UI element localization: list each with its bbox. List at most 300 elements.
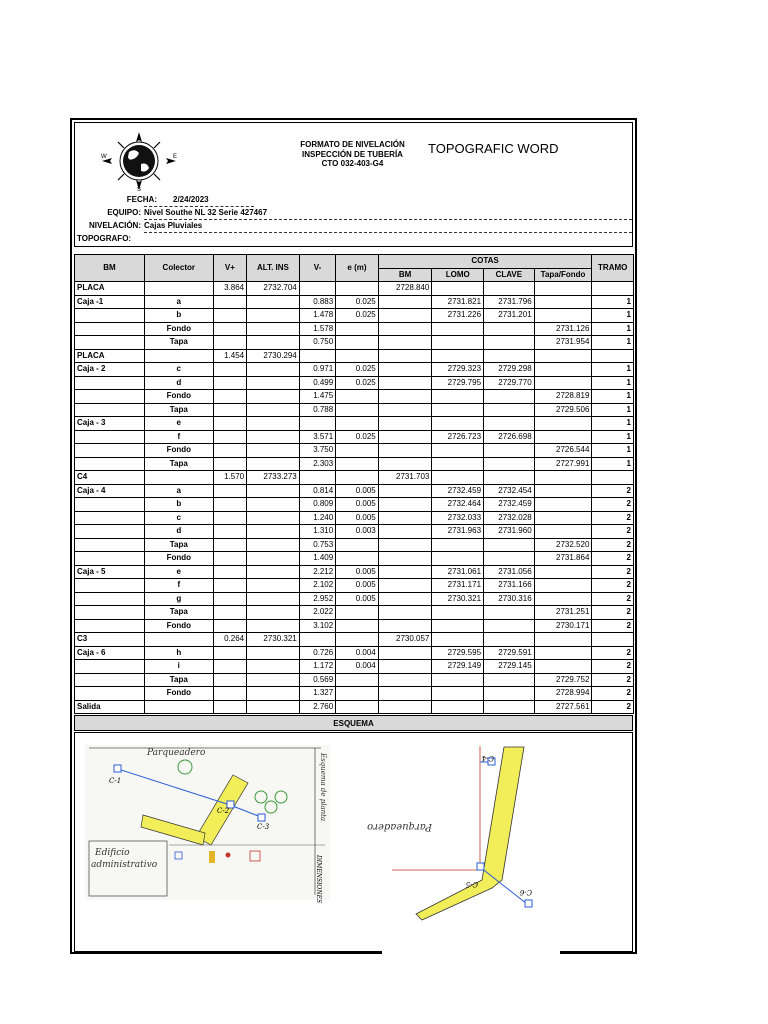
table-row	[75, 565, 634, 579]
cell-vplus	[213, 363, 246, 377]
cell-lomo	[432, 552, 484, 566]
cell-tapa-fondo: 2731.954	[534, 336, 592, 350]
nivelacion-label: NIVELACIÓN:	[89, 221, 141, 230]
cell-bm	[75, 309, 145, 323]
cell-e	[336, 538, 379, 552]
cell-vplus	[213, 295, 246, 309]
cell-e: 0.025	[336, 430, 379, 444]
cell-tramo: 1	[592, 322, 634, 336]
cell-vminus	[299, 349, 335, 363]
caja-c5-label: C-5	[465, 880, 478, 888]
cell-vminus: 1.310	[299, 525, 335, 539]
cell-tapa-fondo: 2727.561	[534, 700, 592, 714]
cell-bm: Caja - 3	[75, 417, 145, 431]
cell-vminus	[299, 633, 335, 647]
leveling-table-body	[75, 282, 634, 714]
cell-alt-ins: 2732.704	[247, 282, 300, 296]
cell-cota-bm	[378, 444, 432, 458]
cell-lomo: 2729.323	[432, 363, 484, 377]
cell-clave	[484, 538, 535, 552]
cell-lomo	[432, 538, 484, 552]
cell-cota-bm	[378, 700, 432, 714]
cell-cota-bm	[378, 538, 432, 552]
cell-colector	[144, 633, 213, 647]
table-row	[75, 579, 634, 593]
cell-tramo: 2	[592, 606, 634, 620]
cell-tapa-fondo	[534, 592, 592, 606]
cell-colector: a	[144, 295, 213, 309]
cell-vminus: 0.883	[299, 295, 335, 309]
cell-vplus	[213, 403, 246, 417]
cell-bm	[75, 498, 145, 512]
cell-cota-bm	[378, 336, 432, 350]
cell-bm: Caja -1	[75, 295, 145, 309]
cell-tramo: 1	[592, 376, 634, 390]
table-row	[75, 282, 634, 296]
table-row	[75, 673, 634, 687]
caja-c2-label: C-2	[217, 807, 230, 815]
fecha-value: 2/24/2023	[173, 195, 209, 204]
cell-colector	[144, 282, 213, 296]
cell-vplus	[213, 498, 246, 512]
cell-vplus	[213, 457, 246, 471]
cell-bm: PLACA	[75, 282, 145, 296]
cell-colector: e	[144, 417, 213, 431]
cell-vminus: 0.499	[299, 376, 335, 390]
cell-e	[336, 687, 379, 701]
cell-colector	[144, 349, 213, 363]
parqueadero-label-1: Parqueadero	[147, 748, 206, 758]
parqueadero-label-2: Parqueadero	[367, 821, 432, 832]
cell-colector: b	[144, 498, 213, 512]
esquema-planta-label: Esquema de planta	[319, 753, 327, 822]
cell-lomo: 2729.595	[432, 646, 484, 660]
cell-tramo: 1	[592, 309, 634, 323]
cell-tapa-fondo	[534, 282, 592, 296]
cell-tapa-fondo	[534, 633, 592, 647]
cell-tramo: 2	[592, 673, 634, 687]
cell-alt-ins	[247, 336, 300, 350]
cell-lomo	[432, 403, 484, 417]
cell-tapa-fondo: 2726.544	[534, 444, 592, 458]
cell-clave	[484, 322, 535, 336]
col-header-alt-ins: ALT. INS	[247, 255, 300, 282]
table-row	[75, 687, 634, 701]
cell-tramo: 2	[592, 498, 634, 512]
cell-tramo: 1	[592, 363, 634, 377]
cell-vplus	[213, 579, 246, 593]
cell-colector: Tapa	[144, 403, 213, 417]
cell-lomo	[432, 349, 484, 363]
cell-vplus	[213, 606, 246, 620]
cell-bm	[75, 606, 145, 620]
cell-e	[336, 457, 379, 471]
cell-bm: Caja - 6	[75, 646, 145, 660]
cell-tramo: 2	[592, 511, 634, 525]
cell-clave	[484, 619, 535, 633]
cell-tapa-fondo	[534, 349, 592, 363]
cell-clave: 2732.459	[484, 498, 535, 512]
cell-tramo: 2	[592, 660, 634, 674]
cell-alt-ins	[247, 565, 300, 579]
cell-colector: a	[144, 484, 213, 498]
col-header-vplus: V+	[213, 255, 246, 282]
cell-bm	[75, 687, 145, 701]
cell-vminus: 0.788	[299, 403, 335, 417]
cell-e: 0.005	[336, 579, 379, 593]
cell-e: 0.005	[336, 511, 379, 525]
cell-tramo	[592, 633, 634, 647]
cell-vplus	[213, 646, 246, 660]
table-row	[75, 403, 634, 417]
cell-alt-ins	[247, 403, 300, 417]
cell-e	[336, 336, 379, 350]
cell-lomo	[432, 322, 484, 336]
cell-bm	[75, 660, 145, 674]
cell-tramo: 2	[592, 525, 634, 539]
cell-tramo	[592, 282, 634, 296]
cell-vminus: 2.760	[299, 700, 335, 714]
cell-vplus: 3.864	[213, 282, 246, 296]
cell-bm: Caja - 5	[75, 565, 145, 579]
cell-cota-bm	[378, 511, 432, 525]
cell-cota-bm: 2730.057	[378, 633, 432, 647]
cell-clave: 2731.056	[484, 565, 535, 579]
cell-lomo	[432, 282, 484, 296]
cell-colector: Tapa	[144, 457, 213, 471]
cell-e: 0.004	[336, 660, 379, 674]
cell-lomo	[432, 471, 484, 485]
cell-cota-bm	[378, 295, 432, 309]
cell-lomo	[432, 606, 484, 620]
cell-tapa-fondo	[534, 498, 592, 512]
cell-cota-bm	[378, 484, 432, 498]
cell-clave	[484, 700, 535, 714]
cell-clave: 2730.316	[484, 592, 535, 606]
cell-vplus	[213, 322, 246, 336]
table-row	[75, 349, 634, 363]
cell-e	[336, 619, 379, 633]
cell-vplus	[213, 430, 246, 444]
cell-e	[336, 633, 379, 647]
table-row	[75, 525, 634, 539]
cell-cota-bm	[378, 417, 432, 431]
cell-cota-bm	[378, 525, 432, 539]
cell-vplus	[213, 619, 246, 633]
cell-alt-ins	[247, 687, 300, 701]
table-row	[75, 336, 634, 350]
cell-alt-ins	[247, 700, 300, 714]
cell-vminus: 0.809	[299, 498, 335, 512]
cell-lomo: 2731.963	[432, 525, 484, 539]
cell-tapa-fondo: 2731.864	[534, 552, 592, 566]
cell-alt-ins	[247, 606, 300, 620]
svg-text:S: S	[137, 187, 142, 193]
cell-cota-bm	[378, 457, 432, 471]
title-line-2: INSPECCIÓN DE TUBERÍA	[302, 149, 403, 159]
cell-e: 0.005	[336, 592, 379, 606]
table-row	[75, 363, 634, 377]
cell-tramo: 1	[592, 336, 634, 350]
cell-e: 0.004	[336, 646, 379, 660]
cell-colector: Tapa	[144, 538, 213, 552]
cell-vplus	[213, 565, 246, 579]
cell-clave: 2731.796	[484, 295, 535, 309]
cell-clave: 2731.166	[484, 579, 535, 593]
cell-vminus: 0.750	[299, 336, 335, 350]
cell-vplus	[213, 511, 246, 525]
cell-vplus: 1.454	[213, 349, 246, 363]
cell-lomo	[432, 633, 484, 647]
cell-lomo	[432, 336, 484, 350]
cell-alt-ins	[247, 660, 300, 674]
table-row	[75, 309, 634, 323]
cell-cota-bm	[378, 552, 432, 566]
cell-cota-bm	[378, 498, 432, 512]
equipo-row	[74, 207, 633, 219]
cell-colector: f	[144, 430, 213, 444]
cell-bm: Caja - 2	[75, 363, 145, 377]
cell-cota-bm: 2728.840	[378, 282, 432, 296]
cell-e: 0.025	[336, 376, 379, 390]
cell-clave	[484, 633, 535, 647]
cell-e: 0.003	[336, 525, 379, 539]
cell-alt-ins	[247, 646, 300, 660]
cell-lomo: 2729.149	[432, 660, 484, 674]
cell-tramo: 1	[592, 295, 634, 309]
cell-lomo: 2731.171	[432, 579, 484, 593]
cell-bm	[75, 538, 145, 552]
cell-clave	[484, 336, 535, 350]
cell-cota-bm	[378, 646, 432, 660]
cell-colector: Tapa	[144, 673, 213, 687]
cell-cota-bm	[378, 430, 432, 444]
cell-e: 0.025	[336, 309, 379, 323]
cell-tapa-fondo	[534, 309, 592, 323]
cell-clave	[484, 349, 535, 363]
cell-tapa-fondo	[534, 565, 592, 579]
cell-vminus: 1.327	[299, 687, 335, 701]
cell-vminus	[299, 471, 335, 485]
equipo-value: Nivel Southe NL 32 Serie 427467	[144, 208, 268, 217]
cell-clave	[484, 552, 535, 566]
col-header-tapa-fondo: Tapa/Fondo	[534, 268, 592, 282]
cell-e	[336, 390, 379, 404]
cell-vminus: 1.240	[299, 511, 335, 525]
cell-colector: Tapa	[144, 336, 213, 350]
cell-e	[336, 403, 379, 417]
cell-clave	[484, 673, 535, 687]
cell-tramo: 1	[592, 457, 634, 471]
cell-lomo	[432, 417, 484, 431]
cell-bm: C4	[75, 471, 145, 485]
cell-alt-ins	[247, 484, 300, 498]
cell-tapa-fondo: 2732.520	[534, 538, 592, 552]
cell-cota-bm	[378, 687, 432, 701]
cell-colector: Fondo	[144, 687, 213, 701]
cell-clave	[484, 417, 535, 431]
cell-tramo: 2	[592, 592, 634, 606]
table-row	[75, 538, 634, 552]
cell-cota-bm	[378, 606, 432, 620]
cell-vplus	[213, 309, 246, 323]
cell-lomo	[432, 457, 484, 471]
cell-vplus	[213, 444, 246, 458]
cell-e	[336, 471, 379, 485]
cell-bm	[75, 511, 145, 525]
topografo-row	[74, 233, 633, 245]
cell-e	[336, 417, 379, 431]
cell-tramo: 2	[592, 484, 634, 498]
cell-bm	[75, 525, 145, 539]
cell-vplus	[213, 376, 246, 390]
table-row	[75, 471, 634, 485]
cell-clave: 2726.698	[484, 430, 535, 444]
cell-vminus: 0.569	[299, 673, 335, 687]
cell-cota-bm	[378, 322, 432, 336]
cell-bm	[75, 390, 145, 404]
cell-alt-ins: 2730.321	[247, 633, 300, 647]
cell-vminus: 1.478	[299, 309, 335, 323]
cell-vplus	[213, 552, 246, 566]
col-header-tramo: TRAMO	[592, 255, 634, 282]
cell-tramo: 2	[592, 552, 634, 566]
cell-colector: Fondo	[144, 619, 213, 633]
table-row	[75, 295, 634, 309]
cell-colector: h	[144, 646, 213, 660]
cell-e	[336, 700, 379, 714]
title-line-3: CTO 032-403-G4	[321, 159, 384, 168]
cell-clave: 2732.454	[484, 484, 535, 498]
cell-cota-bm	[378, 565, 432, 579]
cell-vplus	[213, 660, 246, 674]
table-row	[75, 511, 634, 525]
cell-colector: Fondo	[144, 552, 213, 566]
cell-colector: Fondo	[144, 322, 213, 336]
cell-cota-bm	[378, 390, 432, 404]
cell-clave: 2732.028	[484, 511, 535, 525]
table-row	[75, 700, 634, 714]
cell-lomo	[432, 444, 484, 458]
cell-alt-ins	[247, 295, 300, 309]
cell-clave: 2729.591	[484, 646, 535, 660]
cell-lomo: 2729.795	[432, 376, 484, 390]
cell-vminus: 2.022	[299, 606, 335, 620]
cell-e: 0.005	[336, 498, 379, 512]
cell-vplus	[213, 700, 246, 714]
cell-vminus: 0.971	[299, 363, 335, 377]
table-row	[75, 592, 634, 606]
cell-lomo: 2732.459	[432, 484, 484, 498]
cell-colector: f	[144, 579, 213, 593]
cell-colector: Tapa	[144, 606, 213, 620]
cell-colector: i	[144, 660, 213, 674]
cell-e	[336, 606, 379, 620]
table-row	[75, 457, 634, 471]
cell-bm: C3	[75, 633, 145, 647]
cell-vminus: 3.102	[299, 619, 335, 633]
cell-bm	[75, 403, 145, 417]
edificio-label-2: administrativo	[91, 860, 158, 870]
cell-alt-ins	[247, 511, 300, 525]
table-row	[75, 430, 634, 444]
cell-vminus: 0.753	[299, 538, 335, 552]
cell-vminus: 3.750	[299, 444, 335, 458]
cell-tapa-fondo: 2731.251	[534, 606, 592, 620]
cell-tapa-fondo: 2730.171	[534, 619, 592, 633]
cell-vminus: 1.409	[299, 552, 335, 566]
cell-alt-ins	[247, 417, 300, 431]
edificio-label-1: Edificio	[95, 848, 130, 858]
cell-vminus: 0.726	[299, 646, 335, 660]
cell-bm	[75, 322, 145, 336]
caja-c6-label: C-6	[519, 888, 532, 896]
col-header-bm: BM	[75, 255, 145, 282]
cell-vminus: 2.102	[299, 579, 335, 593]
cell-colector: Fondo	[144, 444, 213, 458]
cell-lomo: 2732.464	[432, 498, 484, 512]
col-header-lomo: LOMO	[432, 268, 484, 282]
caja-c3-label: C-3	[257, 823, 270, 831]
col-header-clave: CLAVE	[484, 268, 535, 282]
cell-alt-ins	[247, 619, 300, 633]
cell-tapa-fondo	[534, 363, 592, 377]
cell-tramo: 2	[592, 565, 634, 579]
cell-clave	[484, 471, 535, 485]
cell-tapa-fondo	[534, 417, 592, 431]
cell-e	[336, 552, 379, 566]
topografo-label: TOPOGRAFO:	[77, 234, 132, 243]
cell-colector	[144, 700, 213, 714]
cell-tapa-fondo	[534, 471, 592, 485]
cell-cota-bm	[378, 673, 432, 687]
cell-lomo	[432, 673, 484, 687]
cell-alt-ins	[247, 525, 300, 539]
dimensiones-label: DIMENSIONES	[315, 855, 322, 904]
equipo-label: EQUIPO:	[107, 208, 141, 217]
col-header-vminus: V-	[299, 255, 335, 282]
cell-tapa-fondo	[534, 511, 592, 525]
cell-bm	[75, 457, 145, 471]
cell-colector: b	[144, 309, 213, 323]
cell-tapa-fondo: 2727.991	[534, 457, 592, 471]
cell-clave	[484, 403, 535, 417]
brand-name: TOPOGRAFIC WORD	[428, 141, 559, 156]
cell-vplus: 0.264	[213, 633, 246, 647]
cell-vminus	[299, 282, 335, 296]
cell-vminus: 2.303	[299, 457, 335, 471]
leveling-table	[74, 254, 634, 714]
table-row	[75, 444, 634, 458]
cell-tapa-fondo	[534, 525, 592, 539]
cell-cota-bm	[378, 349, 432, 363]
nivelacion-row	[74, 220, 633, 232]
title-line-1: FORMATO DE NIVELACIÓN	[300, 140, 405, 149]
fecha-row	[74, 194, 633, 206]
cell-cota-bm	[378, 363, 432, 377]
cell-tramo: 2	[592, 700, 634, 714]
cell-alt-ins	[247, 579, 300, 593]
document-title	[270, 140, 435, 169]
cell-tapa-fondo: 2728.994	[534, 687, 592, 701]
cell-lomo	[432, 390, 484, 404]
cell-lomo: 2726.723	[432, 430, 484, 444]
table-row	[75, 660, 634, 674]
table-row	[75, 390, 634, 404]
cell-lomo	[432, 700, 484, 714]
cell-e: 0.005	[336, 565, 379, 579]
cell-e	[336, 322, 379, 336]
